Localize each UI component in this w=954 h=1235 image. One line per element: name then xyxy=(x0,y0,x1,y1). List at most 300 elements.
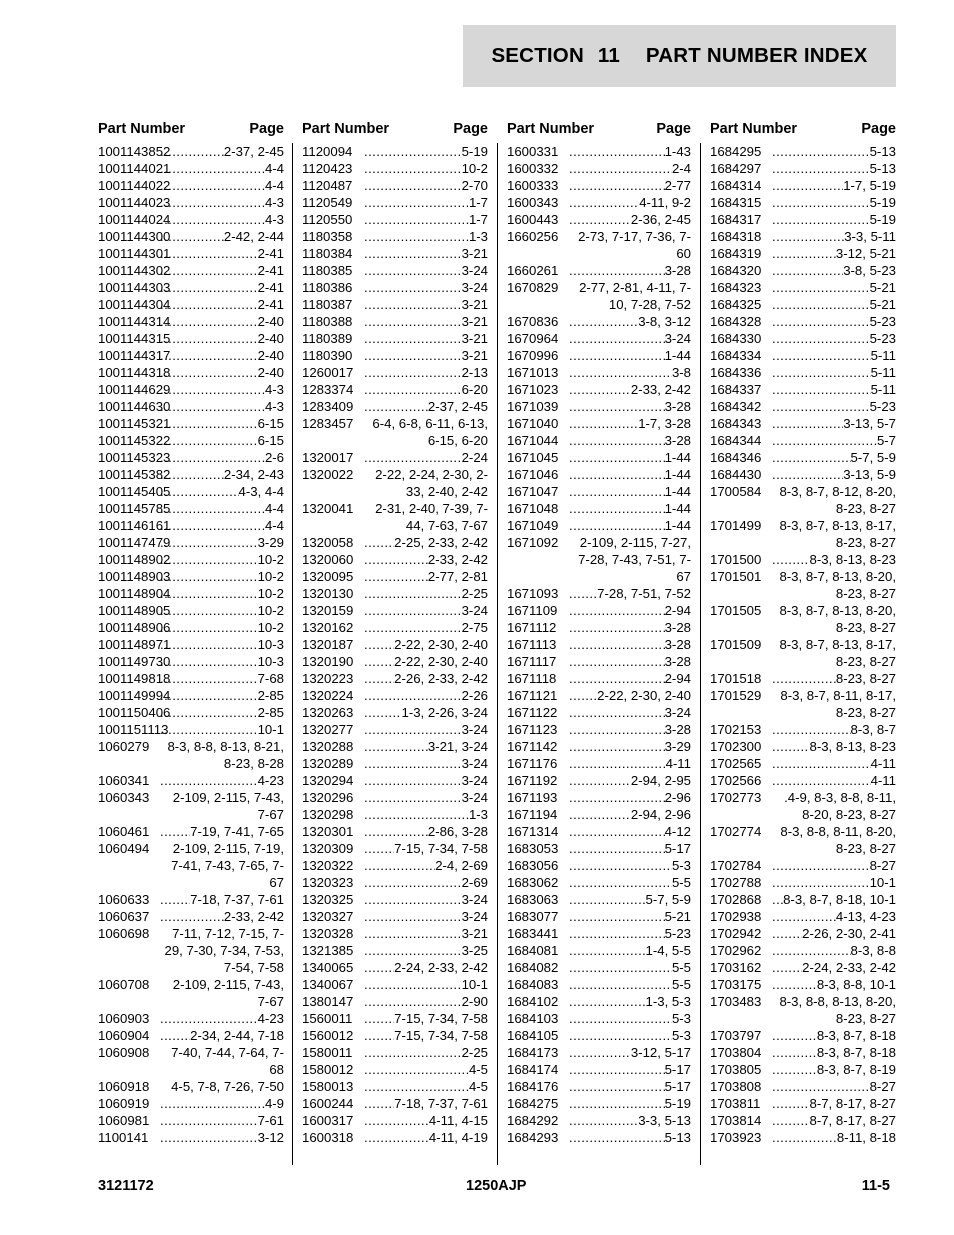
column-divider xyxy=(292,143,293,1165)
part-number: 1001148906 xyxy=(98,620,171,635)
dot-leader xyxy=(160,347,258,364)
dot-leader xyxy=(364,1044,462,1061)
column-header xyxy=(98,119,284,143)
index-entry xyxy=(507,823,691,840)
index-entry xyxy=(302,942,488,959)
page-reference: 2-25, 2-33, 2-42 xyxy=(394,535,488,550)
part-number: 1001144303 xyxy=(98,280,171,295)
part-number: 1684176 xyxy=(507,1079,559,1094)
part-number: 1660256 xyxy=(507,229,559,244)
part-number: 1320224 xyxy=(302,688,354,703)
page-reference-cell xyxy=(364,976,488,993)
part-number: 1684082 xyxy=(507,960,559,975)
part-number: 1320277 xyxy=(302,722,354,737)
index-entry xyxy=(302,466,488,500)
page-reference-cell xyxy=(160,976,284,1010)
page-reference-cell xyxy=(569,1112,691,1129)
part-number: 1670996 xyxy=(507,348,559,363)
page-reference: 3-21 xyxy=(461,246,488,261)
index-entry xyxy=(98,330,284,347)
dot-leader xyxy=(364,194,469,211)
page-reference-cell xyxy=(569,942,691,959)
page-reference: 4-3 xyxy=(264,212,284,227)
part-number: 1001148903 xyxy=(98,569,171,584)
page-reference: 1-44 xyxy=(664,348,691,363)
dot-leader xyxy=(160,1112,258,1129)
page-reference-cell xyxy=(569,517,691,534)
page-reference: 2-96 xyxy=(664,790,691,805)
page-reference: 1-43 xyxy=(664,144,691,159)
page-reference-cell xyxy=(160,228,284,245)
page-reference-cell xyxy=(772,993,896,1027)
index-entry xyxy=(507,959,691,976)
part-number: 1001144300 xyxy=(98,229,171,244)
page-reference-cell xyxy=(364,721,488,738)
part-number: 1320294 xyxy=(302,773,354,788)
page-reference: 8-7, 8-17, 8-27 xyxy=(809,1113,896,1128)
part-number: 1001144317 xyxy=(98,348,171,363)
page-reference-cell xyxy=(772,602,896,636)
page-reference: 2-24, 2-33, 2-42 xyxy=(802,960,896,975)
index-entry xyxy=(98,1112,284,1129)
page-reference-cell xyxy=(160,602,284,619)
index-column-3 xyxy=(507,119,691,1146)
page-reference-cell xyxy=(569,789,691,806)
part-number: 1684328 xyxy=(710,314,762,329)
page-reference: 8-3, 8-8, 8-13, 8-20, 8-23, 8-27 xyxy=(779,994,896,1026)
dot-leader xyxy=(772,925,802,942)
part-number: 1260017 xyxy=(302,365,354,380)
page-reference: 2-33, 2-42 xyxy=(427,552,488,567)
page-reference-cell xyxy=(364,296,488,313)
part-number: 1380147 xyxy=(302,994,354,1009)
part-number: 1320298 xyxy=(302,807,354,822)
page-reference: 8-3, 8-13, 8-23 xyxy=(809,739,896,754)
page-reference: 4-3 xyxy=(264,195,284,210)
part-number: 1001143852 xyxy=(98,144,171,159)
part-number: 1703811 xyxy=(710,1096,761,1111)
page-reference: 10-2 xyxy=(257,569,284,584)
part-number: 1100141 xyxy=(98,1130,149,1145)
page-reference-cell xyxy=(160,398,284,415)
index-entry xyxy=(507,211,691,228)
page-reference-cell xyxy=(772,143,896,160)
index-entry xyxy=(302,551,488,568)
page-reference-cell xyxy=(364,245,488,262)
part-number: 1671112 xyxy=(507,620,557,635)
page-reference-cell xyxy=(569,925,691,942)
index-entry xyxy=(507,602,691,619)
dot-leader xyxy=(160,1027,190,1044)
dot-leader xyxy=(569,942,646,959)
index-entry xyxy=(98,585,284,602)
part-number: 1001148971 xyxy=(98,637,171,652)
page-reference: 8-3, 8-8, 8-13, 8-21, 8-23, 8-28 xyxy=(167,739,284,771)
index-entry xyxy=(302,908,488,925)
part-number: 1060633 xyxy=(98,892,150,907)
page-reference-cell xyxy=(772,755,896,772)
part-number: 1001149730 xyxy=(98,654,171,669)
index-entry xyxy=(302,1010,488,1027)
index-entry xyxy=(98,160,284,177)
page-reference: 1-7 xyxy=(468,212,488,227)
page-reference: 6-20 xyxy=(461,382,488,397)
index-entry xyxy=(710,721,896,738)
page-reference: 7-15, 7-34, 7-58 xyxy=(394,1028,488,1043)
part-number: 1600244 xyxy=(302,1096,354,1111)
page-reference-cell xyxy=(364,194,488,211)
part-number: 1120550 xyxy=(302,212,353,227)
index-entry xyxy=(710,245,896,262)
index-entry xyxy=(507,925,691,942)
page-reference-cell xyxy=(364,789,488,806)
page-reference: 2-77 xyxy=(664,178,691,193)
page-reference-cell xyxy=(160,194,284,211)
index-entry xyxy=(507,364,691,381)
part-number: 1703483 xyxy=(710,994,762,1009)
dot-leader xyxy=(160,432,258,449)
page-reference-cell xyxy=(364,1112,488,1129)
dot-leader xyxy=(569,194,639,211)
part-number: 1600332 xyxy=(507,161,559,176)
dot-leader xyxy=(772,1129,837,1146)
index-entry xyxy=(710,279,896,296)
index-entry xyxy=(710,1095,896,1112)
page-reference-cell xyxy=(772,772,896,789)
part-number: 1684103 xyxy=(507,1011,559,1026)
index-entry xyxy=(98,1078,284,1095)
part-number-heading: Part Number xyxy=(507,121,595,137)
page-reference-cell xyxy=(772,823,896,857)
part-number: 1703808 xyxy=(710,1079,762,1094)
part-number: 1580011 xyxy=(302,1045,353,1060)
part-number: 1320159 xyxy=(302,603,354,618)
part-number: 1703162 xyxy=(710,960,762,975)
page-reference-cell xyxy=(364,823,488,840)
page-reference-cell xyxy=(569,619,691,636)
page-reference: 4-13, 4-23 xyxy=(835,909,896,924)
part-number: 1320328 xyxy=(302,926,354,941)
dot-leader xyxy=(772,160,870,177)
page-reference-cell xyxy=(772,483,896,517)
index-entry xyxy=(302,262,488,279)
page-reference: 10-3 xyxy=(257,637,284,652)
index-entry xyxy=(710,959,896,976)
page-reference: 3-28 xyxy=(664,722,691,737)
dot-leader xyxy=(364,840,394,857)
dot-leader xyxy=(772,245,836,262)
page-reference: 3-24 xyxy=(461,280,488,295)
index-entry xyxy=(98,279,284,296)
part-number: 1060698 xyxy=(98,926,150,941)
index-entry xyxy=(302,959,488,976)
page-reference: 8-3, 8-7, 8-18, 10-1 xyxy=(783,892,896,907)
dot-leader xyxy=(160,364,258,381)
page-reference-cell xyxy=(364,228,488,245)
dot-leader xyxy=(160,721,258,738)
dot-leader xyxy=(364,262,462,279)
page-reference-cell xyxy=(160,721,284,738)
page-reference-cell xyxy=(364,466,488,500)
page-reference: .4-9, 8-3, 8-8, 8-11, 8-20, 8-23, 8-27 xyxy=(784,790,896,822)
page-reference: 3-21 xyxy=(461,348,488,363)
index-entry xyxy=(98,381,284,398)
page-reference: 5-17 xyxy=(664,841,691,856)
page-reference: 7-68 xyxy=(257,671,284,686)
dot-leader xyxy=(569,636,665,653)
page-reference-cell xyxy=(364,619,488,636)
dot-leader xyxy=(569,857,672,874)
part-number: 1580012 xyxy=(302,1062,354,1077)
index-entry xyxy=(98,500,284,517)
section-number: 11 xyxy=(597,44,620,67)
page-reference-cell xyxy=(160,381,284,398)
index-entry xyxy=(98,789,284,823)
part-number: 1001146161 xyxy=(98,518,171,533)
page-reference: 8-3, 8-8 xyxy=(850,943,896,958)
page-reference-cell xyxy=(772,364,896,381)
index-entry xyxy=(710,1129,896,1146)
dot-leader xyxy=(772,449,851,466)
page-reference: 7-61 xyxy=(257,1113,284,1128)
page-reference: 3-29 xyxy=(664,739,691,754)
part-number: 1671023 xyxy=(507,382,559,397)
page-reference: 3-21 xyxy=(461,331,488,346)
page-reference: 4-3 xyxy=(264,382,284,397)
page-reference-cell xyxy=(364,1027,488,1044)
index-entry xyxy=(302,568,488,585)
part-number: 1320309 xyxy=(302,841,354,856)
part-number: 1001147479 xyxy=(98,535,171,550)
part-number: 1684105 xyxy=(507,1028,559,1043)
page-reference: 1-7 xyxy=(468,195,488,210)
index-entry xyxy=(302,1061,488,1078)
page-reference-cell xyxy=(772,1078,896,1095)
dot-leader xyxy=(364,551,428,568)
part-number: 1320301 xyxy=(302,824,354,839)
page-reference-cell xyxy=(364,602,488,619)
page-reference: 5-21 xyxy=(869,280,896,295)
dot-leader xyxy=(160,687,258,704)
index-entry xyxy=(507,874,691,891)
index-entry xyxy=(710,1027,896,1044)
page-reference-cell xyxy=(772,636,896,670)
index-entry xyxy=(302,1095,488,1112)
page-reference-cell xyxy=(160,313,284,330)
dot-leader xyxy=(569,500,665,517)
dot-leader xyxy=(772,1095,809,1112)
part-number: 1320288 xyxy=(302,739,354,754)
page-reference-cell xyxy=(160,364,284,381)
page-reference: 6-4, 6-8, 6-11, 6-13, 6-15, 6-20 xyxy=(372,416,488,448)
part-number: 1001144023 xyxy=(98,195,171,210)
index-entry xyxy=(710,517,896,551)
page-reference: 10-1 xyxy=(461,977,488,992)
page-reference: 8-3, 8-7, 8-18 xyxy=(816,1028,896,1043)
index-entry xyxy=(302,279,488,296)
section-heading xyxy=(491,44,867,68)
part-number: 1001144630 xyxy=(98,399,171,414)
index-entry xyxy=(507,194,691,211)
page-reference-cell xyxy=(160,687,284,704)
page-reference-cell xyxy=(569,636,691,653)
page-reference: 3-24 xyxy=(461,722,488,737)
page-reference: 3-21 xyxy=(461,314,488,329)
page-reference-cell xyxy=(160,908,284,925)
part-number: 1671093 xyxy=(507,586,559,601)
part-number: 1060908 xyxy=(98,1045,150,1060)
page-reference: 2-33, 2-42 xyxy=(223,909,284,924)
dot-leader xyxy=(364,738,428,755)
page-reference-cell xyxy=(772,211,896,228)
index-entry xyxy=(507,840,691,857)
page-reference: 3-3, 5-11 xyxy=(844,229,896,244)
page-reference-cell xyxy=(569,364,691,381)
page-reference-cell xyxy=(364,653,488,670)
page-reference-cell xyxy=(569,534,691,585)
index-entry xyxy=(98,1129,284,1146)
index-entry xyxy=(98,1095,284,1112)
dot-leader xyxy=(364,993,462,1010)
page-reference-cell xyxy=(772,738,896,755)
part-number: 1001144302 xyxy=(98,263,171,278)
index-entry xyxy=(710,415,896,432)
page-reference-cell xyxy=(772,908,896,925)
index-entry xyxy=(507,993,691,1010)
index-entry xyxy=(710,670,896,687)
part-number: 1320187 xyxy=(302,637,354,652)
page-reference-cell xyxy=(569,1044,691,1061)
page-reference: 8-3, 8-7, 8-13, 8-20, 8-23, 8-27 xyxy=(779,603,896,635)
dot-leader xyxy=(364,959,394,976)
page-reference: 2-4, 2-69 xyxy=(435,858,488,873)
page-reference: 3-21 xyxy=(461,297,488,312)
page-reference: 5-11 xyxy=(870,365,896,380)
page-reference-cell xyxy=(364,670,488,687)
dot-leader xyxy=(772,1078,870,1095)
dot-leader xyxy=(569,602,665,619)
index-entry xyxy=(710,262,896,279)
page-reference: 3-8, 3-12 xyxy=(638,314,691,329)
page-reference: 2-69 xyxy=(461,875,488,890)
dot-leader xyxy=(160,1010,258,1027)
page-reference-cell xyxy=(364,143,488,160)
page-reference: 2-42, 2-44 xyxy=(223,229,284,244)
part-number: 1702962 xyxy=(710,943,762,958)
part-number: 1671049 xyxy=(507,518,559,533)
index-entry xyxy=(710,1044,896,1061)
index-entry xyxy=(507,1010,691,1027)
part-number: 1684292 xyxy=(507,1113,559,1128)
part-number: 1320289 xyxy=(302,756,354,771)
page-reference: 4-11 xyxy=(870,773,896,788)
page-reference: 5-23 xyxy=(869,314,896,329)
index-entry xyxy=(302,1112,488,1129)
index-entry xyxy=(302,772,488,789)
page-reference-cell xyxy=(364,738,488,755)
index-entry xyxy=(302,313,488,330)
index-entry xyxy=(302,160,488,177)
index-entry xyxy=(710,874,896,891)
page-reference: 10-2 xyxy=(257,552,284,567)
page-reference-cell xyxy=(569,1010,691,1027)
dot-leader xyxy=(569,398,665,415)
page-reference-cell xyxy=(569,772,691,789)
page-reference: 4-11, 4-19 xyxy=(428,1130,488,1145)
page-reference-cell xyxy=(364,687,488,704)
index-entry xyxy=(710,925,896,942)
page-reference: 5-17 xyxy=(664,1079,691,1094)
page-reference-cell xyxy=(569,670,691,687)
index-entry xyxy=(507,1112,691,1129)
part-number: 1180390 xyxy=(302,348,353,363)
index-entry xyxy=(98,568,284,585)
dot-leader xyxy=(569,908,665,925)
index-entry xyxy=(302,449,488,466)
index-column-4 xyxy=(710,119,896,1146)
part-number: 1320190 xyxy=(302,654,354,669)
index-entry xyxy=(302,500,488,534)
part-number: 1702153 xyxy=(710,722,762,737)
page-reference-cell xyxy=(772,891,896,908)
index-entry xyxy=(98,177,284,194)
page-reference: 8-3, 8-8, 10-1 xyxy=(816,977,896,992)
part-number: 1320223 xyxy=(302,671,354,686)
index-entry xyxy=(302,755,488,772)
page-reference-cell xyxy=(569,381,691,398)
part-number: 1701518 xyxy=(710,671,762,686)
page-reference: 1-44 xyxy=(664,484,691,499)
page-reference-cell xyxy=(160,449,284,466)
part-number: 1702773 xyxy=(710,790,762,805)
page-reference: 4-4 xyxy=(264,518,284,533)
part-number: 1671176 xyxy=(507,756,558,771)
page-reference: 4-5, 7-8, 7-26, 7-50 xyxy=(171,1079,284,1094)
page-reference-cell xyxy=(569,704,691,721)
part-number: 1684293 xyxy=(507,1130,559,1145)
part-number: 1001145321 xyxy=(98,416,171,431)
index-entry xyxy=(302,296,488,313)
page-reference: 2-26, 2-33, 2-42 xyxy=(394,671,488,686)
dot-leader xyxy=(364,789,462,806)
page-reference: 3-3, 5-13 xyxy=(638,1113,691,1128)
part-number: 1684083 xyxy=(507,977,559,992)
dot-leader xyxy=(160,398,265,415)
page-reference: 8-27 xyxy=(869,1079,896,1094)
page-reference: 7-19, 7-41, 7-65 xyxy=(190,824,284,839)
index-entry xyxy=(710,857,896,874)
part-number: 1001144021 xyxy=(98,161,171,176)
page-reference-cell xyxy=(772,228,896,245)
page-reference: 2-75 xyxy=(461,620,488,635)
page-reference: 8-23, 8-27 xyxy=(835,671,896,686)
index-entry xyxy=(98,483,284,500)
dot-leader xyxy=(569,993,646,1010)
part-number: 1560012 xyxy=(302,1028,354,1043)
part-number: 1340065 xyxy=(302,960,354,975)
part-number: 1120487 xyxy=(302,178,353,193)
part-number: 1001149818 xyxy=(98,671,171,686)
dot-leader xyxy=(364,534,394,551)
part-number: 1001148902 xyxy=(98,552,171,567)
dot-leader xyxy=(364,143,462,160)
section-title: PART NUMBER INDEX xyxy=(645,44,868,67)
part-number: 1321385 xyxy=(302,943,354,958)
dot-leader xyxy=(364,874,462,891)
dot-leader xyxy=(364,1112,429,1129)
index-entry xyxy=(710,687,896,721)
page-reference-cell xyxy=(772,874,896,891)
